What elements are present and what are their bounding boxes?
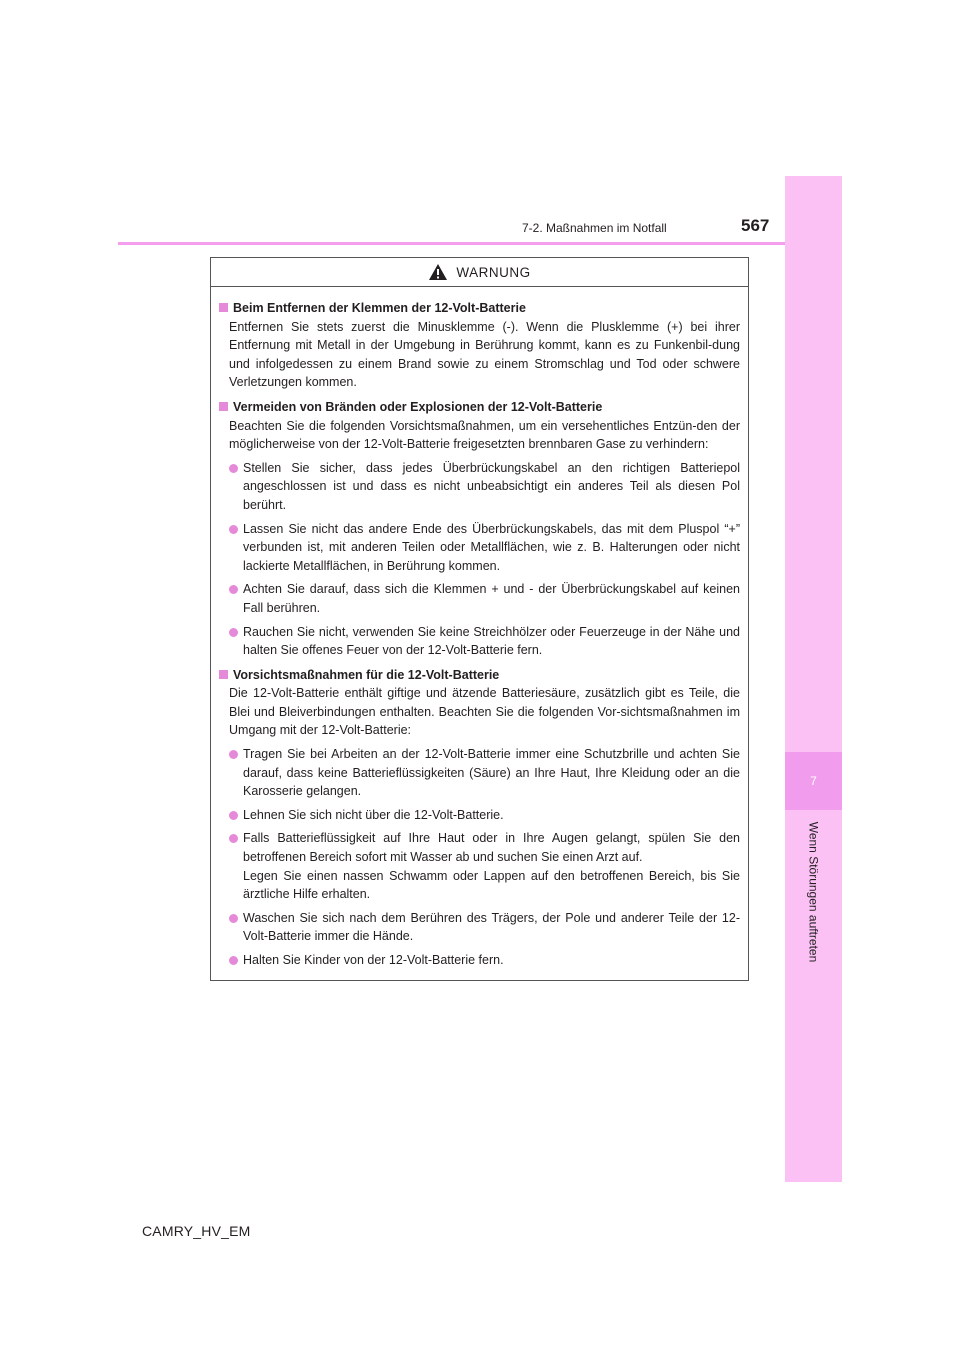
- section-heading: [219, 398, 740, 417]
- warning-box: [210, 257, 749, 981]
- list-item-text: Falls Batterieflüssigkeit auf Ihre Haut oder in Ihre Augen gelangt, spülen Sie den betroffenen Bereich sofort mit Wasser ab und suchen Sie einen Arzt auf.: [243, 831, 740, 865]
- list-item-text: Lehnen Sie sich nicht über die 12-Volt-Batterie.: [243, 807, 504, 822]
- list-item-text: Tragen Sie bei Arbeiten an der 12-Volt-Batterie immer eine Schutzbrille und achten Sie darauf, dass keine Batterieflüssigkeiten (Säure) an Ihre Haut, Ihre Kleidung oder an die Karosserie gelangen.: [243, 747, 740, 799]
- section-paragraph: Die 12-Volt-Batterie enthält giftige und ätzende Batteriesäure, zusätzlich gibt es Teile, die Blei und Bleiverbindungen enthalten. Beachten Sie die folgenden Vor-sichtsmaßnahmen im Umgang mit der 12-Volt-Batterie:: [229, 686, 740, 738]
- warning-section: [219, 666, 740, 970]
- document-code: CAMRY_HV_EM: [142, 1223, 251, 1239]
- list-item-text: Achten Sie darauf, dass sich die Klemmen + und - der Überbrückungskabel auf keinen Fall berühren.: [243, 582, 740, 615]
- list-item-text: Waschen Sie sich nach dem Berühren des Trägers, der Pole und anderer Teile der 12-Volt-Batterie immer die Hände.: [243, 910, 740, 944]
- list-item: [219, 829, 740, 903]
- square-bullet-icon: [219, 303, 228, 312]
- list-item: [219, 520, 740, 576]
- round-bullet-icon: [229, 628, 238, 637]
- header-rule: [118, 242, 785, 245]
- section-paragraph: Entfernen Sie stets zuerst die Minusklemme (-). Wenn die Plusklemme (+) bei ihrer Entfernung mit Metall in der Umgebung in Berührung kommt, kann es zu Funkenbil-dung und infolgedessen zu einem Brand sowie zu einem Stromschlag und Tod oder schwere Verletzungen kommen.: [229, 319, 740, 390]
- round-bullet-icon: [229, 464, 238, 473]
- warning-triangle-icon: [428, 263, 448, 281]
- section-heading: [219, 666, 740, 685]
- chapter-number: 7: [785, 752, 842, 810]
- list-item-text: Lassen Sie nicht das andere Ende des Überbrückungskabels, das mit dem Pluspol “+” verbunden ist, mit anderen Teilen oder Metallflächen, wie z. B. Halterungen oder nicht lackierte Metallflächen, in Berührung kommen.: [243, 521, 740, 573]
- chapter-title-text: Wenn Störungen auftreten: [806, 821, 821, 963]
- list-item: [219, 623, 740, 660]
- list-item-continuation: Legen Sie einen nassen Schwamm oder Lappen auf den betroffenen Bereich, bis Sie ärztliche Hilfe erhalten.: [243, 868, 740, 902]
- list-item: [219, 580, 740, 617]
- list-item: [219, 806, 740, 825]
- square-bullet-icon: [219, 670, 228, 679]
- chapter-side-tab: [785, 176, 842, 1182]
- warning-section: [219, 299, 740, 392]
- round-bullet-icon: [229, 914, 238, 923]
- list-item-text: Stellen Sie sicher, dass jedes Überbrückungskabel an den richtigen Batteriepol angeschlossen ist und dass es nicht unbeabsichtigt ein anderes Teil als diesen Pol berührt.: [243, 460, 740, 512]
- warning-body: [211, 287, 748, 970]
- list-item: [219, 909, 740, 946]
- chapter-title: [800, 812, 826, 972]
- section-heading-text: Vorsichtsmaßnahmen für die 12-Volt-Batterie: [233, 667, 500, 682]
- list-item-text: Halten Sie Kinder von der 12-Volt-Batterie fern.: [243, 953, 504, 967]
- section-heading: [219, 299, 740, 318]
- section-title: 7-2. Maßnahmen im Notfall: [522, 221, 667, 235]
- section-heading-text: Vermeiden von Bränden oder Explosionen der 12-Volt-Batterie: [233, 399, 603, 414]
- round-bullet-icon: [229, 811, 238, 820]
- warning-header: [211, 258, 748, 287]
- section-heading-text: Beim Entfernen der Klemmen der 12-Volt-Batterie: [233, 301, 526, 315]
- list-item: [219, 459, 740, 515]
- round-bullet-icon: [229, 834, 238, 843]
- round-bullet-icon: [229, 585, 238, 594]
- round-bullet-icon: [229, 956, 238, 965]
- square-bullet-icon: [219, 402, 228, 411]
- list-item: [219, 745, 740, 801]
- round-bullet-icon: [229, 750, 238, 759]
- list-item-text: Rauchen Sie nicht, verwenden Sie keine Streichhölzer oder Feuerzeuge in der Nähe und halten Sie offenes Feuer von der 12-Volt-Batterie fern.: [243, 624, 740, 658]
- section-paragraph: Beachten Sie die folgenden Vorsichtsmaßnahmen, um ein versehentliches Entzün-den der möglicherweise von der 12-Volt-Batterie freigesetzten brennbaren Gase zu verhindern:: [229, 418, 740, 452]
- round-bullet-icon: [229, 525, 238, 534]
- warning-section: [219, 398, 740, 660]
- warning-title: WARNUNG: [456, 264, 531, 280]
- list-item: [219, 951, 740, 970]
- page-number: 567: [741, 216, 770, 235]
